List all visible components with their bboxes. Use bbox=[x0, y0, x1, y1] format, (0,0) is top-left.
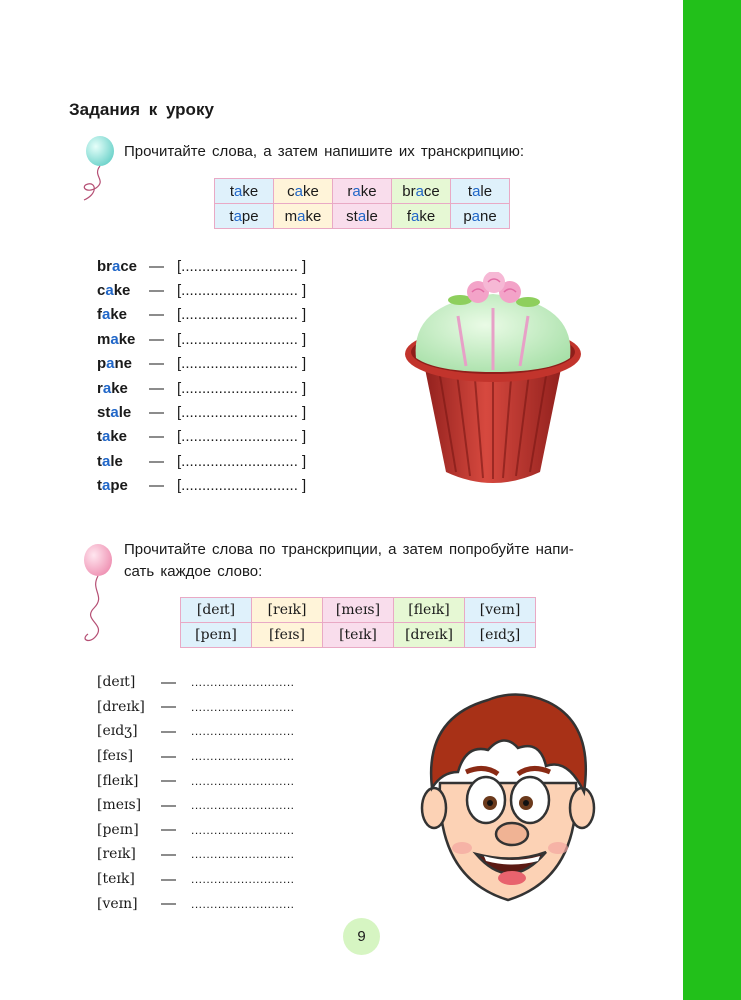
list-item bbox=[97, 867, 295, 892]
transcription-blank[interactable]: [............................ ] bbox=[177, 355, 307, 373]
cell-word-part: st bbox=[346, 207, 358, 225]
transcription-blank[interactable]: [............................ ] bbox=[177, 404, 307, 422]
dash: — bbox=[149, 428, 164, 446]
cell-word-part: ke bbox=[242, 182, 259, 200]
list-word-highlight-letter: a bbox=[112, 257, 121, 275]
table-cell-transcription: [eɪdʒ] bbox=[465, 623, 536, 648]
list-word-part: pe bbox=[110, 477, 128, 495]
list-item bbox=[97, 278, 306, 302]
word-blank[interactable]: ........................... bbox=[191, 847, 295, 862]
list-word-part: st bbox=[97, 404, 111, 422]
dash: — bbox=[161, 845, 176, 863]
cell-word-highlight-letter: a bbox=[357, 207, 367, 225]
list-word-highlight-letter: a bbox=[102, 379, 112, 397]
dash: — bbox=[161, 796, 176, 814]
table-cell-transcription: [meɪs] bbox=[323, 598, 394, 623]
list-word-part: c bbox=[97, 282, 106, 300]
list-item bbox=[97, 303, 306, 327]
word-blank[interactable]: ........................... bbox=[191, 896, 295, 911]
cell-word-part: ke bbox=[303, 182, 319, 200]
list-word bbox=[97, 355, 149, 372]
dash: — bbox=[161, 821, 176, 839]
cell-word-part: pe bbox=[241, 207, 259, 225]
list-word bbox=[97, 428, 149, 445]
dash: — bbox=[149, 404, 164, 422]
table-cell-transcription: [fleɪk] bbox=[394, 598, 465, 623]
table-cell-transcription: [dreɪk] bbox=[394, 623, 465, 648]
table-cell-word bbox=[333, 179, 392, 204]
cell-word-part: le bbox=[366, 207, 378, 225]
pink-balloon-icon bbox=[70, 540, 120, 650]
cell-word-part: p bbox=[463, 207, 472, 225]
table-cell-word bbox=[333, 204, 392, 229]
transcription-blank[interactable]: [............................ ] bbox=[177, 282, 307, 300]
table-cell-word bbox=[215, 179, 274, 204]
list-word-part: le bbox=[110, 452, 123, 470]
dash: — bbox=[149, 257, 164, 275]
list-word-part: p bbox=[97, 355, 107, 373]
cell-word-part: t bbox=[229, 207, 234, 225]
list-item bbox=[97, 449, 306, 473]
list-word bbox=[97, 380, 149, 397]
list-word bbox=[97, 404, 149, 421]
list-word-part: le bbox=[118, 404, 132, 422]
table-row bbox=[181, 598, 536, 623]
list-word-part: t bbox=[97, 477, 102, 495]
list-item bbox=[97, 719, 295, 744]
cell-word-part: br bbox=[402, 182, 416, 200]
dash: — bbox=[161, 772, 176, 790]
list-word-part: ne bbox=[114, 355, 133, 373]
list-item bbox=[97, 254, 306, 278]
list-item bbox=[97, 744, 295, 769]
list-word-part: ke bbox=[113, 282, 131, 300]
boy-face-icon bbox=[418, 688, 598, 910]
cell-word-part: t bbox=[467, 182, 473, 200]
list-word-highlight-letter: a bbox=[110, 404, 119, 422]
cell-word-highlight-letter: a bbox=[297, 207, 306, 225]
cell-word-highlight-letter: a bbox=[294, 182, 303, 200]
cell-word-part: ne bbox=[480, 207, 497, 225]
cell-word-part: f bbox=[406, 207, 411, 225]
cell-word-highlight-letter: a bbox=[471, 207, 480, 225]
table-row bbox=[215, 204, 510, 229]
list-item bbox=[97, 400, 306, 424]
cell-word-highlight-letter: a bbox=[352, 182, 361, 200]
list-word-part: f bbox=[97, 306, 102, 324]
list-item bbox=[97, 768, 295, 793]
list-item bbox=[97, 891, 295, 916]
list-transcription: [feɪs] bbox=[97, 748, 134, 765]
table-row bbox=[215, 179, 510, 204]
list-item bbox=[97, 376, 306, 400]
list-word-part: ke bbox=[118, 330, 136, 348]
cell-word-part: t bbox=[229, 182, 234, 200]
list-transcription: [teɪk] bbox=[97, 871, 135, 888]
dash: — bbox=[149, 306, 164, 324]
word-blank[interactable]: ........................... bbox=[191, 675, 295, 690]
task2-instruction-line1: Прочитайте слова по транскрипции, а затем попробуйте напи- bbox=[124, 541, 574, 558]
cell-word-part: c bbox=[287, 182, 295, 200]
word-blank[interactable]: ........................... bbox=[191, 724, 295, 739]
transcription-blank[interactable]: [............................ ] bbox=[177, 257, 307, 275]
cell-word-highlight-letter: a bbox=[233, 207, 242, 225]
transcription-blank[interactable]: [............................ ] bbox=[177, 452, 307, 470]
cell-word-part: ke bbox=[305, 207, 322, 225]
dash: — bbox=[161, 895, 176, 913]
word-blank[interactable]: ........................... bbox=[191, 749, 295, 764]
list-word bbox=[97, 282, 149, 299]
list-word-part: ke bbox=[110, 428, 128, 446]
table-cell-transcription: [feɪs] bbox=[252, 623, 323, 648]
list-word-highlight-letter: a bbox=[102, 477, 111, 495]
list-transcription: [eɪdʒ] bbox=[97, 723, 138, 740]
list-item bbox=[97, 842, 295, 867]
list-word-part: m bbox=[97, 330, 111, 348]
word-blank[interactable]: ........................... bbox=[191, 822, 295, 837]
table-cell-transcription: [reɪk] bbox=[252, 598, 323, 623]
dash: — bbox=[161, 722, 176, 740]
cell-word-highlight-letter: a bbox=[415, 182, 424, 200]
transcription-blank[interactable]: [............................ ] bbox=[177, 477, 307, 495]
dash: — bbox=[149, 355, 164, 373]
table-cell-word bbox=[274, 204, 333, 229]
list-word-part: t bbox=[97, 428, 102, 446]
cell-word-part: ke bbox=[360, 182, 377, 200]
cell-word-highlight-letter: a bbox=[233, 182, 243, 200]
list-word bbox=[97, 306, 149, 323]
transcription-blank[interactable]: [............................ ] bbox=[177, 306, 307, 324]
table-cell-word bbox=[215, 204, 274, 229]
list-word bbox=[97, 453, 149, 470]
list-word-part: ke bbox=[111, 379, 128, 397]
transcription-blank[interactable]: [............................ ] bbox=[177, 379, 307, 397]
list-word bbox=[97, 258, 149, 275]
list-word bbox=[97, 331, 149, 348]
transcription-blank[interactable]: [............................ ] bbox=[177, 330, 307, 348]
dash: — bbox=[149, 330, 164, 348]
cell-word-highlight-letter: a bbox=[410, 207, 420, 225]
task1-word-table bbox=[214, 178, 510, 229]
list-word-part: ce bbox=[120, 257, 138, 275]
list-transcription: [fleɪk] bbox=[97, 772, 139, 789]
dash: — bbox=[161, 870, 176, 888]
cell-word-highlight-letter: a bbox=[472, 182, 481, 200]
table-cell-transcription: [peɪn] bbox=[181, 623, 252, 648]
table-cell-transcription: [teɪk] bbox=[323, 623, 394, 648]
list-word-highlight-letter: a bbox=[105, 282, 114, 300]
task1-word-list bbox=[97, 254, 306, 498]
list-word-highlight-letter: a bbox=[110, 330, 119, 348]
dash: — bbox=[149, 379, 164, 397]
list-item bbox=[97, 352, 306, 376]
table-cell-word bbox=[451, 204, 510, 229]
dash: — bbox=[161, 698, 176, 716]
list-transcription: [peɪn] bbox=[97, 821, 139, 838]
dash: — bbox=[149, 477, 164, 495]
list-item bbox=[97, 425, 306, 449]
list-word-highlight-letter: a bbox=[102, 428, 111, 446]
word-blank[interactable]: ........................... bbox=[191, 699, 295, 714]
side-color-bar bbox=[683, 0, 741, 1000]
table-cell-word bbox=[392, 179, 451, 204]
lesson-title: Задания к уроку bbox=[69, 100, 214, 119]
task2-instruction-line2: сать каждое слово: bbox=[124, 563, 263, 580]
list-word-part: ke bbox=[110, 306, 128, 324]
table-cell-word bbox=[392, 204, 451, 229]
dash: — bbox=[161, 673, 176, 691]
task2-transcription-list bbox=[97, 670, 295, 916]
task1-instruction: Прочитайте слова, а затем напишите их транскрипцию: bbox=[124, 143, 525, 160]
list-word-part: br bbox=[97, 257, 112, 275]
cell-word-part: le bbox=[480, 182, 493, 200]
list-word-part: t bbox=[97, 452, 102, 470]
dash: — bbox=[149, 452, 164, 470]
list-word-part: r bbox=[97, 379, 103, 397]
teal-balloon-icon bbox=[72, 134, 122, 206]
list-item bbox=[97, 670, 295, 695]
task2-transcription-table bbox=[180, 597, 536, 648]
list-transcription: [dreɪk] bbox=[97, 698, 145, 715]
table-cell-word bbox=[274, 179, 333, 204]
cell-word-part: m bbox=[284, 207, 298, 225]
table-row bbox=[181, 623, 536, 648]
list-item bbox=[97, 818, 295, 843]
cell-word-part: ke bbox=[419, 207, 436, 225]
table-cell-word bbox=[451, 179, 510, 204]
list-word-highlight-letter: a bbox=[102, 452, 111, 470]
cell-word-part: ce bbox=[423, 182, 440, 200]
word-blank[interactable]: ........................... bbox=[191, 798, 295, 813]
dash: — bbox=[149, 282, 164, 300]
word-blank[interactable]: ........................... bbox=[191, 773, 295, 788]
list-transcription: [deɪt] bbox=[97, 674, 136, 691]
list-item bbox=[97, 695, 295, 720]
word-blank[interactable]: ........................... bbox=[191, 872, 295, 887]
task2-instruction bbox=[124, 539, 574, 583]
table-cell-transcription: [deɪt] bbox=[181, 598, 252, 623]
table-cell-transcription: [veɪn] bbox=[465, 598, 536, 623]
list-word-highlight-letter: a bbox=[102, 306, 111, 324]
list-item bbox=[97, 793, 295, 818]
list-word-highlight-letter: a bbox=[106, 355, 115, 373]
cell-word-part: r bbox=[347, 182, 353, 200]
cupcake-icon bbox=[400, 272, 586, 490]
dash: — bbox=[161, 747, 176, 765]
list-item bbox=[97, 327, 306, 351]
list-word bbox=[97, 477, 149, 494]
list-transcription: [veɪn] bbox=[97, 895, 138, 912]
transcription-blank[interactable]: [............................ ] bbox=[177, 428, 307, 446]
page-number: 9 bbox=[343, 918, 380, 955]
list-transcription: [reɪk] bbox=[97, 846, 136, 863]
list-item bbox=[97, 474, 306, 498]
list-transcription: [meɪs] bbox=[97, 797, 142, 814]
